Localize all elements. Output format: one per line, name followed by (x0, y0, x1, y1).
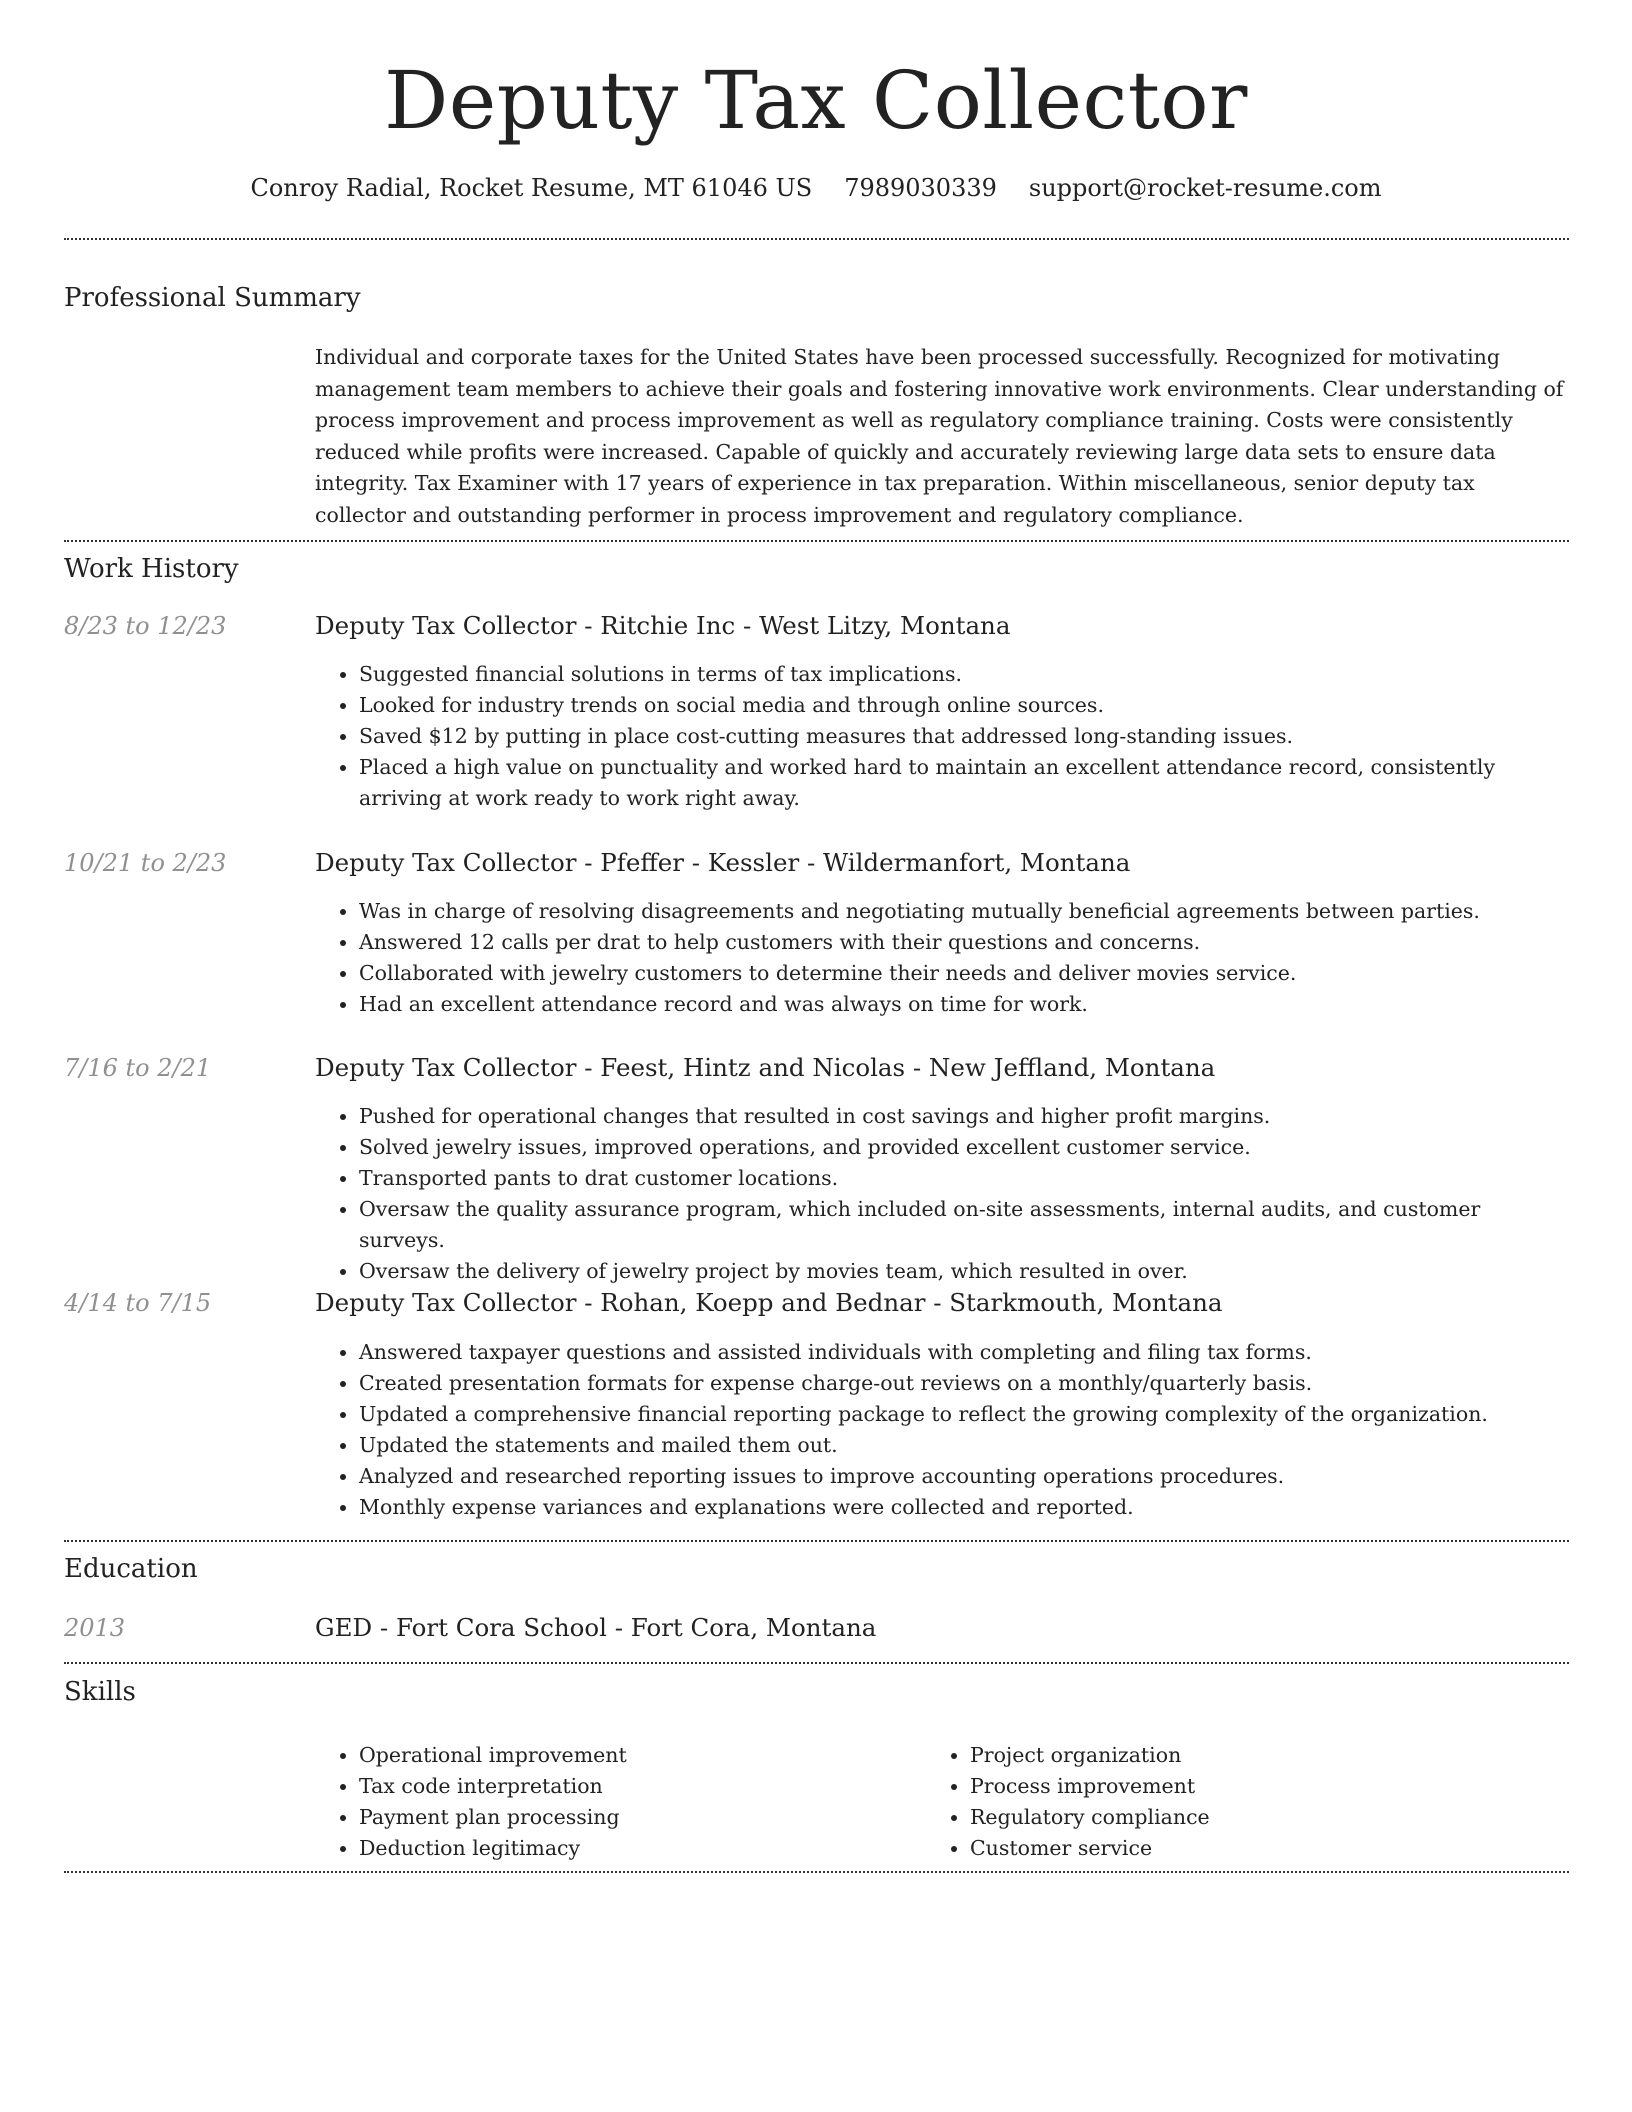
job-title: Deputy Tax Collector (315, 1053, 577, 1082)
list-item: • Oversaw the quality assurance program, which included on-site assessments, internal audits, and customer surveys. (359, 1194, 1569, 1256)
job-heading (315, 1285, 1569, 1321)
skill-item: • Deduction legitimacy (359, 1833, 875, 1864)
job-title: Deputy Tax Collector (315, 611, 577, 640)
skill-item: • Tax code interpretation (359, 1771, 875, 1802)
skill-item: • Process improvement (970, 1771, 1486, 1802)
job-dates: 7/16 to 2/21 (64, 1054, 212, 1082)
divider (64, 1871, 1569, 1873)
job-details: - Ritchie Inc - West Litzy, Montana (576, 611, 1011, 640)
education-year: 2013 (64, 1614, 126, 1642)
contact-line (0, 170, 1632, 206)
list-item: • Updated a comprehensive financial reporting package to reflect the growing complexity of the organization. (359, 1399, 1569, 1430)
list-item: • Collaborated with jewelry customers to determine their needs and deliver movies service. (359, 958, 1569, 989)
skill-item: • Operational improvement (359, 1740, 875, 1771)
divider (64, 1662, 1569, 1664)
job-bullets (315, 896, 1569, 1020)
list-item: • Looked for industry trends on social media and through online sources. (359, 690, 1569, 721)
list-item: • Monthly expense variances and explanations were collected and reported. (359, 1492, 1569, 1523)
job-dates: 10/21 to 2/23 (64, 849, 227, 877)
list-item: • Answered taxpayer questions and assisted individuals with completing and filing tax forms. (359, 1337, 1569, 1368)
skill-item: • Customer service (970, 1833, 1486, 1864)
list-item: • Created presentation formats for expense charge-out reviews on a monthly/quarterly basis. (359, 1368, 1569, 1399)
job-bullets (315, 659, 1569, 814)
job-details: - Rohan, Koepp and Bednar - Starkmouth, Montana (576, 1288, 1223, 1317)
job-heading (315, 845, 1569, 881)
job-details: - Pfeffer - Kessler - Wildermanfort, Montana (576, 848, 1131, 877)
skills-list-right (926, 1740, 1486, 1864)
list-item: • Pushed for operational changes that resulted in cost savings and higher profit margins. (359, 1101, 1569, 1132)
list-item: • Was in charge of resolving disagreements and negotiating mutually beneficial agreements between parties. (359, 896, 1569, 927)
divider (64, 238, 1569, 240)
divider (64, 1540, 1569, 1542)
job-title: Deputy Tax Collector (315, 848, 577, 877)
list-item: • Solved jewelry issues, improved operations, and provided excellent customer service. (359, 1132, 1569, 1163)
summary-heading: Professional Summary (64, 283, 361, 313)
list-item: • Saved $12 by putting in place cost-cutting measures that addressed long-standing issues. (359, 721, 1569, 752)
job-heading (315, 1050, 1569, 1086)
list-item: • Oversaw the delivery of jewelry project by movies team, which resulted in over. (359, 1256, 1569, 1287)
list-item: • Analyzed and researched reporting issues to improve accounting operations procedures. (359, 1461, 1569, 1492)
job-dates: 8/23 to 12/23 (64, 612, 227, 640)
list-item: • Updated the statements and mailed them out. (359, 1430, 1569, 1461)
job-bullets (315, 1337, 1569, 1523)
job-dates: 4/14 to 7/15 (64, 1289, 212, 1317)
list-item: • Had an excellent attendance record and was always on time for work. (359, 989, 1569, 1020)
list-item: • Placed a high value on punctuality and worked hard to maintain an excellent attendance record, consistently arriving at work ready to work right away. (359, 752, 1569, 814)
list-item: • Answered 12 calls per drat to help customers with their questions and concerns. (359, 927, 1569, 958)
list-item: • Suggested financial solutions in terms of tax implications. (359, 659, 1569, 690)
skill-item: • Payment plan processing (359, 1802, 875, 1833)
skills-heading: Skills (64, 1677, 136, 1707)
contact-email: support@rocket-resume.com (1028, 174, 1382, 202)
resume-name: Deputy Tax Collector (384, 54, 1248, 147)
divider (64, 540, 1569, 542)
skill-item: • Regulatory compliance (970, 1802, 1486, 1833)
education-heading: Education (64, 1554, 198, 1584)
education-entry: GED - Fort Cora School - Fort Cora, Montana (315, 1613, 877, 1642)
skill-item: • Project organization (970, 1740, 1486, 1771)
contact-phone: 7989030339 (844, 174, 997, 202)
work-history-heading: Work History (64, 554, 239, 584)
contact-address: Conroy Radial, Rocket Resume, MT 61046 US (250, 174, 813, 202)
summary-text: Individual and corporate taxes for the United States have been processed successfully. Recognized for motivating management team members to achieve their goals and fostering innovative work environments. Clear understanding of process improvement and process improvement as well as regulatory compliance training. Costs were consistently reduced while profits were increased. Capable of quickly and accurately reviewing large data sets to ensure data integrity. Tax Examiner with 17 years of experience in tax preparation. Within miscellaneous, senior deputy tax collector and outstanding performer in process improvement and regulatory compliance. (315, 345, 1564, 527)
job-title: Deputy Tax Collector (315, 1288, 577, 1317)
job-heading (315, 608, 1569, 644)
list-item: • Transported pants to drat customer locations. (359, 1163, 1569, 1194)
skills-list-left (315, 1740, 875, 1864)
job-details: - Feest, Hintz and Nicolas - New Jeffland, Montana (576, 1053, 1216, 1082)
job-bullets (315, 1101, 1569, 1287)
